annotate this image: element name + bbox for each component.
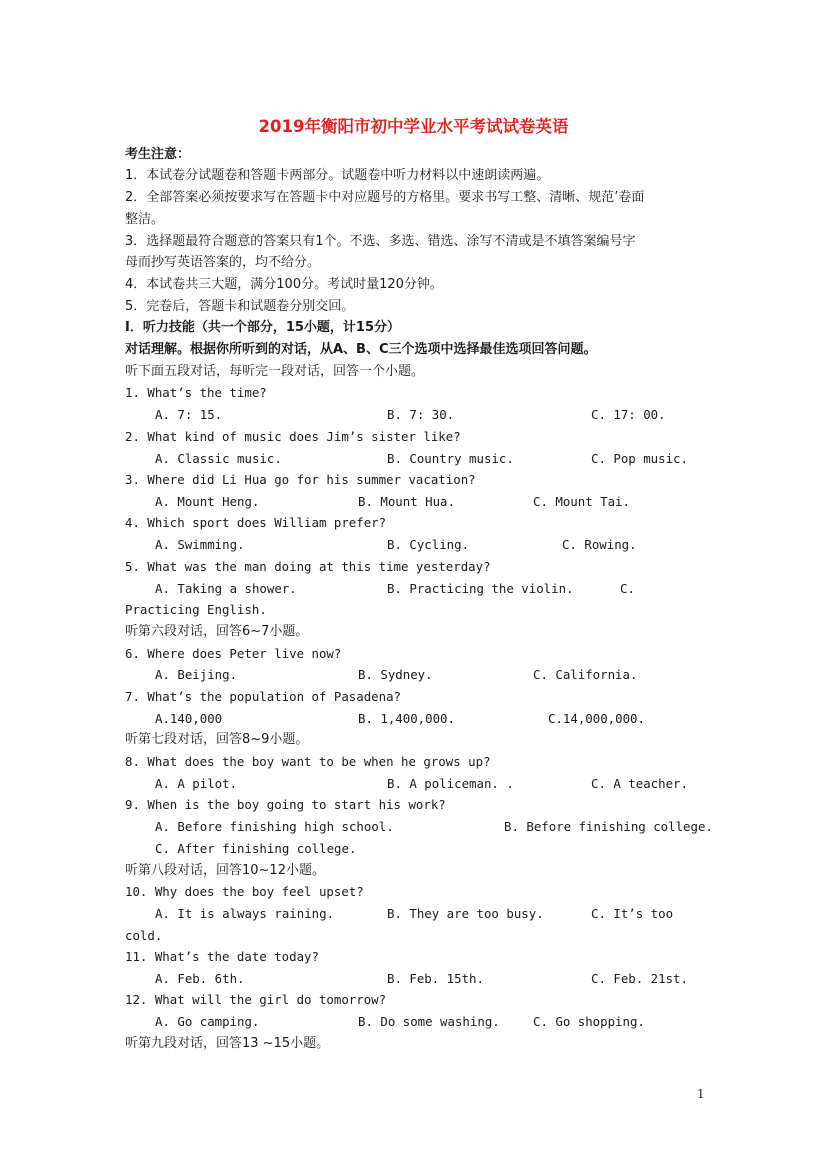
q9-option-c: C. After finishing college.: [155, 841, 357, 856]
q5-option-a: A. Taking a shower.: [155, 581, 297, 596]
question-11: 11. What’s the date today?: [125, 949, 319, 964]
intro-8-9: 听第七段对话，回答8~9小题。: [125, 732, 309, 747]
page-number: 1: [697, 1087, 705, 1101]
question-10: 10. Why does the boy feel upset?: [125, 884, 364, 899]
q5-option-c-cont: Practicing English.: [125, 602, 267, 617]
q12-option-a: A. Go camping.: [155, 1014, 260, 1029]
notice-5: 5．完卷后，答题卡和试题卷分别交回。: [125, 299, 355, 314]
q11-option-a: A. Feb. 6th.: [155, 971, 245, 986]
intro-10-12: 听第八段对话，回答10~12小题。: [125, 863, 325, 878]
q6-option-c: C. California.: [533, 667, 638, 682]
question-8: 8. What does the boy want to be when he grows up?: [125, 754, 491, 769]
q8-option-c: C. A teacher.: [591, 776, 688, 791]
intro-13-15: 听第九段对话，回答13 ~15小题。: [125, 1036, 330, 1051]
intro-1-5: 听下面五段对话，每听完一段对话，回答一个小题。: [125, 364, 425, 379]
question-7: 7. What’s the population of Pasadena?: [125, 689, 402, 704]
page-title: 2019年衡阳市初中学业水平考试试卷英语: [258, 117, 569, 136]
q9-option-b: B. Before finishing college.: [504, 819, 713, 834]
question-4: 4. Which sport does William prefer?: [125, 515, 387, 530]
q1-option-c: C. 17: 00.: [591, 407, 666, 422]
q2-option-a: A. Classic music.: [155, 451, 282, 466]
notice-2: 2．全部答案必须按要求写在答题卡中对应题号的方格里。要求书写工整、清晰、规范’卷面: [125, 190, 645, 205]
q12-option-c: C. Go shopping.: [533, 1014, 645, 1029]
q5-option-c: C.: [620, 581, 635, 596]
q7-option-c: C.14,000,000.: [548, 711, 645, 726]
q10-option-c: C. It’s too: [591, 906, 674, 921]
question-2: 2. What kind of music does Jim’s sister like?: [125, 429, 461, 444]
question-12: 12. What will the girl do tomorrow?: [125, 992, 387, 1007]
q6-option-a: A. Beijing.: [155, 667, 238, 682]
q5-option-b: B. Practicing the violin.: [387, 581, 574, 596]
notice-heading: 考生注意：: [125, 147, 191, 162]
section-instruction: 对话理解。根据你所听到的对话，从A、B、C三个选项中选择最佳选项回答问题。: [125, 342, 597, 357]
q11-option-c: C. Feb. 21st.: [591, 971, 688, 986]
notice-1: 1．本试卷分试题卷和答题卡两部分。试题卷中听力材料以中速朗读两遍。: [125, 168, 550, 183]
q3-option-c: C. Mount Tai.: [533, 494, 630, 509]
q1-option-a: A. 7: 15.: [155, 407, 223, 422]
q1-option-b: B. 7: 30.: [387, 407, 455, 422]
question-1: 1. What’s the time?: [125, 385, 267, 400]
section-heading: I．听力技能（共一个部分，15小题，计15分）: [125, 320, 401, 335]
q3-option-b: B. Mount Hua.: [358, 494, 455, 509]
q10-option-c-cont: cold.: [125, 928, 163, 943]
q9-option-a: A. Before finishing high school.: [155, 819, 394, 834]
q10-option-b: B. They are too busy.: [387, 906, 544, 921]
q8-option-a: A. A pilot.: [155, 776, 238, 791]
q11-option-b: B. Feb. 15th.: [387, 971, 484, 986]
q4-option-b: B. Cycling.: [387, 537, 470, 552]
q10-option-a: A. It is always raining.: [155, 906, 335, 921]
question-3: 3. Where did Li Hua go for his summer vacation?: [125, 472, 476, 487]
q4-option-a: A. Swimming.: [155, 537, 245, 552]
q7-option-b: B. 1,400,000.: [358, 711, 455, 726]
notice-2-cont: 整洁。: [125, 212, 165, 227]
notice-3-cont: 母而抄写英语答案的，均不给分。: [125, 255, 321, 270]
notice-3: 3．选择题最符合题意的答案只有1个。不选、多选、错选、涂写不清或是不填答案编号字: [125, 234, 636, 249]
question-9: 9. When is the boy going to start his work?: [125, 797, 446, 812]
q12-option-b: B. Do some washing.: [358, 1014, 500, 1029]
q7-option-a: A.140,000: [155, 711, 223, 726]
q6-option-b: B. Sydney.: [358, 667, 433, 682]
q2-option-c: C. Pop music.: [591, 451, 688, 466]
q3-option-a: A. Mount Heng.: [155, 494, 260, 509]
q8-option-b: B. A policeman. .: [387, 776, 514, 791]
q4-option-c: C. Rowing.: [562, 537, 637, 552]
notice-4: 4．本试卷共三大题，满分100分。考试时量120分钟。: [125, 277, 443, 292]
question-5: 5. What was the man doing at this time yesterday?: [125, 559, 491, 574]
q2-option-b: B. Country music.: [387, 451, 514, 466]
intro-6-7: 听第六段对话，回答6~7小题。: [125, 624, 309, 639]
question-6: 6. Where does Peter live now?: [125, 646, 342, 661]
